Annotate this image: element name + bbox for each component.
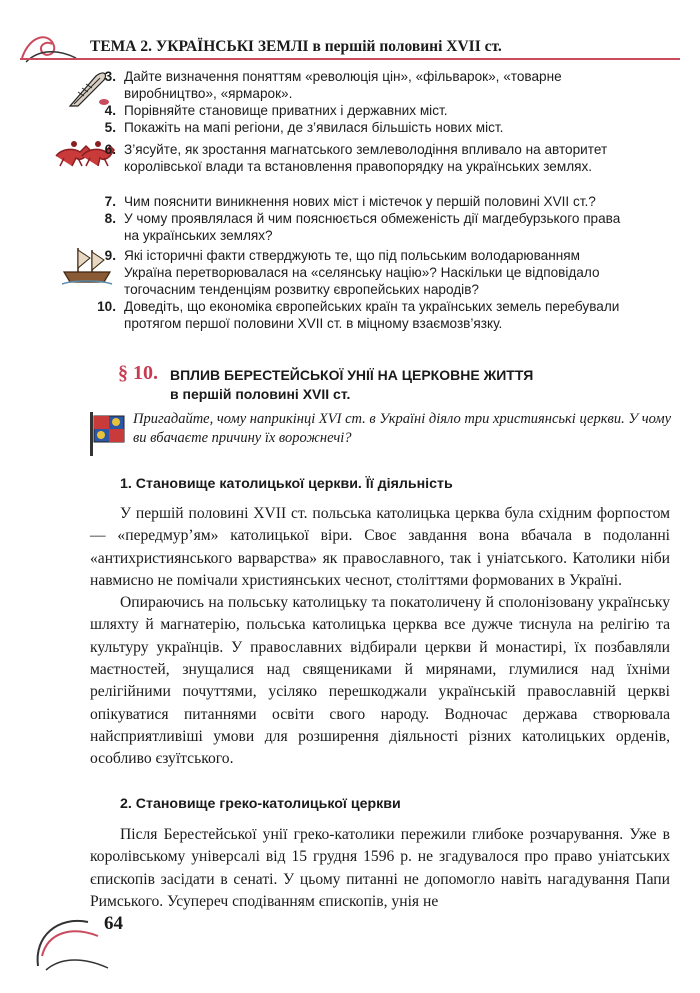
page-header [0, 28, 700, 64]
topic-title: УКРАЇНСЬКІ ЗЕМЛІ [155, 38, 309, 55]
question-number: 5. [104, 120, 116, 135]
banner-icon [88, 412, 128, 456]
question-text: З’ясуйте, як зростання магнатського землеволодіння впливало на авторитет королівської влади та встановлення правопорядку на українських землях. [124, 142, 608, 174]
question-text: Які історичні факти стверджують те, що під польським володарюванням Україна перетворювалася на «селянську націю»? Наскільки це відповідало тогочасним тенденціям розвитку європейських народів? [124, 248, 600, 297]
subsection-1-title: 1. Становище католицької церкви. Її діяльність [120, 476, 453, 492]
topic-label: ТЕМА 2. [90, 38, 152, 55]
section-title-line1: ВПЛИВ БЕРЕСТЕЙСЬКОЇ УНІЇ НА ЦЕРКОВНЕ ЖИТТЯ [170, 367, 534, 383]
recall-prompt: Пригадайте, чому наприкінці XVI ст. в Україні діяло три християнські церкви. У чому ви вбачаєте причину їх ворожнечі? [133, 411, 672, 446]
question-number: 10. [97, 299, 116, 314]
question-text: У чому проявлялася й чим пояснюється обмеженість дії магдебурзького права на українських землях? [124, 211, 621, 243]
subsection-2-title: 2. Становище греко-католицької церкви [120, 796, 401, 812]
page-number: 64 [104, 913, 123, 934]
question-text: Дайте визначення поняттям «революція цін», «фільварок», «товарне виробництво», «ярмарок». [124, 69, 562, 101]
paragraph: Опираючись на польську католицьку та покатоличену й сполонізовану українську шляхту й магнатерію, польська католицька церква все дужче тиснула на релігію та культуру українців. У православних відбирали церкви й монастирі, їх позбавляли маєтностей, знущалися над священиками й мирянами, глумилися над їхніми релігійними почуттями, усіляко перешкоджали українській православній церкві опікуватися питаннями освіти свого народу. Водночас держава створювала найсприятливіші умови для розширення діяльності різних католицьких орденів, особливо єзуїтського. [90, 594, 670, 768]
question-text: Чим пояснити виникнення нових міст і містечок у першій половині XVII ст.? [124, 194, 596, 209]
section-number: § 10. [118, 362, 158, 384]
question-text: Доведіть, що економіка європейських країн та українських земель перебували протягом першої половини XVII ст. в міцному взаємозв’язку. [124, 299, 620, 331]
subsection-1-body [90, 503, 670, 771]
question-text: Покажіть на мапі регіони, де з’явилася більшість нових міст. [124, 120, 504, 135]
question-number: 7. [104, 194, 116, 209]
paragraph: Після Берестейської унії греко-католики пережили глибоке розчарування. Уже в королівському універсалі від 15 грудня 1596 р. не згадувалося про право уніатських єпископів засідати в сенаті. У цьому питанні не допомогло навіть нагадування Папи Римського. Усупереч сподіванням єпископів, унія не [90, 826, 670, 910]
header-ornament-icon [16, 28, 96, 68]
footer-ornament-icon [28, 896, 118, 976]
page-header-title [90, 38, 502, 56]
question-text: Порівняйте становище приватних і державних міст. [124, 103, 448, 118]
question-number: 4. [104, 103, 116, 118]
topic-tail: в першій половині XVII ст. [312, 38, 502, 55]
question-number: 9. [104, 248, 116, 263]
subsection-2-body [90, 824, 670, 913]
section-title-line2: в першій половині XVII ст. [170, 386, 351, 402]
paragraph: У першій половині XVII ст. польська католицька церква була східним форпостом — «передмур’ям» католицької віри. Своє завдання вона вбачала в подоланні «антихристиянського варварства» як православного, так і уніатського. Католики ніби навмисно не помічали християнських чеснот, століттями формованих в Україні. [90, 505, 670, 589]
header-rule [20, 58, 680, 60]
question-3 [90, 68, 670, 102]
question-number: 6. [104, 142, 116, 157]
question-number: 3. [104, 69, 116, 84]
section-title [170, 366, 620, 404]
question-number: 8. [104, 211, 116, 226]
